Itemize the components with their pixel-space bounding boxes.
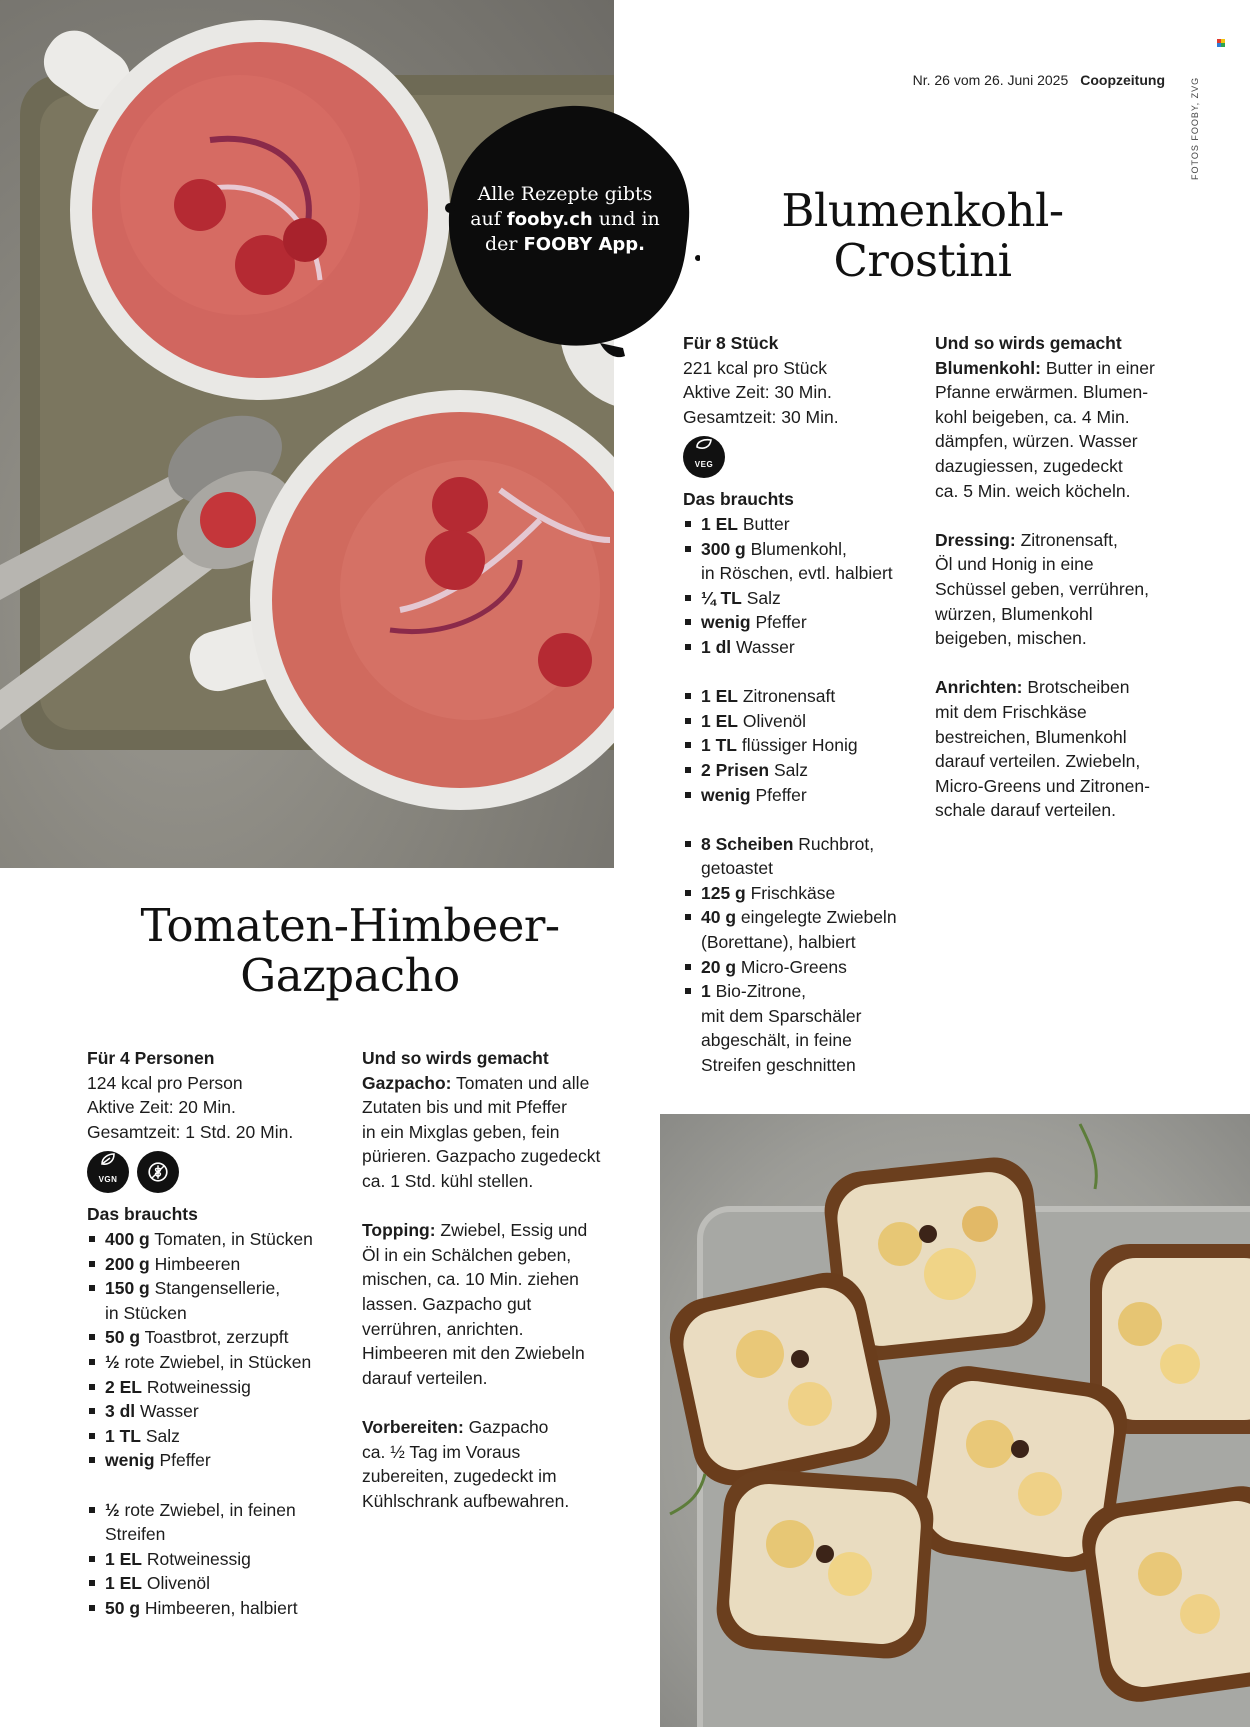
ingredient-amount: wenig	[701, 784, 751, 805]
ingredient-amount: wenig	[701, 612, 751, 633]
method-step-line: verrühren, anrichten.	[362, 1318, 524, 1339]
ingredient-item	[683, 955, 923, 980]
ingredient-text: getoastet	[701, 858, 773, 879]
ingredient-text: Frischkäse	[745, 882, 836, 903]
ingredient-item	[87, 1399, 327, 1424]
promo-app-name: FOOBY App.	[523, 234, 645, 255]
ingredient-item	[87, 1325, 327, 1350]
method-step-line: Blumenkohl: Butter in einer	[935, 357, 1155, 378]
ingredient-amount: 1 EL	[701, 513, 738, 534]
ingredient-text: Rotweinessig	[141, 1548, 251, 1569]
ingredient-list-dressing	[683, 684, 923, 807]
method-step-label: Gazpacho:	[362, 1072, 452, 1093]
ingredient-text: Streifen geschnitten	[701, 1055, 856, 1076]
color-registration-mark	[1217, 34, 1225, 42]
ingredient-continuation	[683, 930, 923, 955]
promo-link-fooby[interactable]: fooby.ch	[506, 209, 593, 230]
ingredient-continuation	[87, 1522, 327, 1547]
ingredient-text: Pfeffer	[750, 612, 807, 633]
ingredient-amount: ½	[105, 1499, 120, 1520]
ingredient-amount: 200 g	[105, 1253, 150, 1274]
ingredient-text: Tomaten, in Stücken	[149, 1228, 313, 1249]
ingredient-text: Himbeeren, halbiert	[140, 1597, 298, 1618]
crostini-photo	[660, 1114, 1250, 1727]
ingredient-text: abgeschält, in feine	[701, 1030, 852, 1051]
method-steps	[935, 356, 1175, 823]
ingredient-text: Streifen	[105, 1524, 166, 1545]
issue-date: Nr. 26 vom 26. Juni 2025	[912, 72, 1069, 88]
issue-line	[860, 72, 1165, 88]
ingredient-text: Pfeffer	[154, 1450, 211, 1471]
ingredient-amount: 50 g	[105, 1327, 141, 1348]
ingredient-item	[87, 1596, 327, 1621]
ingredient-item	[683, 832, 923, 857]
ingredient-text: in Röschen, evtl. halbiert	[701, 563, 893, 584]
ingredient-text: Zitronensaft	[737, 686, 836, 707]
method-step-label: Dressing:	[935, 529, 1016, 550]
ingredient-item	[683, 905, 923, 930]
active-time: Aktive Zeit: 30 Min.	[683, 382, 832, 403]
ingredient-amount: 300 g	[701, 538, 746, 559]
ingredient-amount: 150 g	[105, 1278, 150, 1299]
ingredient-text: flüssiger Honig	[736, 735, 858, 756]
crostini-illustration	[660, 1114, 1250, 1727]
ingredient-item	[683, 610, 923, 635]
method-step-label: Anrichten:	[935, 677, 1023, 698]
ingredient-item	[683, 758, 923, 783]
method-step-line: Himbeeren mit den Zwiebeln	[362, 1343, 585, 1364]
ingredient-item	[87, 1571, 327, 1596]
method-step-line: in ein Mixglas geben, fein	[362, 1121, 560, 1142]
ingredient-amount: wenig	[105, 1450, 155, 1471]
ingredient-item	[87, 1424, 327, 1449]
method-step-line: bestreichen, Blumenkohl	[935, 726, 1127, 747]
ingredients-heading: Das brauchts	[683, 489, 794, 510]
ingredient-item	[683, 709, 923, 734]
ingredient-list-serving	[683, 832, 923, 1078]
ingredient-item	[683, 783, 923, 808]
ingredient-amount: 1 EL	[701, 686, 738, 707]
ingredient-text: rote Zwiebel, in feinen	[119, 1499, 296, 1520]
ingredient-item	[683, 512, 923, 537]
method-step-line: pürieren. Gazpacho zugedeckt	[362, 1146, 601, 1167]
method-step-label: Topping:	[362, 1220, 436, 1241]
ingredient-item	[683, 979, 923, 1004]
ingredient-item	[683, 733, 923, 758]
ingredient-amount: 125 g	[701, 882, 746, 903]
ingredient-text: rote Zwiebel, in Stücken	[119, 1351, 312, 1372]
blumenkohl-info-column	[683, 331, 923, 1078]
ingredient-continuation	[87, 1301, 327, 1326]
method-steps	[362, 1071, 622, 1514]
method-step-line: Anrichten: Brotscheiben	[935, 677, 1130, 698]
gazpacho-info-column	[87, 1046, 327, 1620]
ingredient-amount: 8 Scheiben	[701, 833, 794, 854]
ingredient-item	[87, 1276, 327, 1301]
ingredient-text: (Borettane), halbiert	[701, 932, 856, 953]
ingredient-amount: ½	[105, 1351, 120, 1372]
ingredient-amount: ¼ TL	[701, 587, 742, 608]
method-step-line: ca. ½ Tag im Voraus	[362, 1441, 521, 1462]
ingredient-text: Pfeffer	[750, 784, 807, 805]
ingredient-amount: 1 EL	[105, 1573, 142, 1594]
ingredient-continuation	[683, 561, 923, 586]
method-step-line: Öl und Honig in eine	[935, 554, 1094, 575]
ingredient-amount: 2 Prisen	[701, 759, 770, 780]
ingredient-text: Himbeeren	[149, 1253, 241, 1274]
ingredient-text: Toastbrot, zerzupft	[140, 1327, 289, 1348]
ingredient-continuation	[683, 1028, 923, 1053]
method-step-line: Kühlschrank aufbewahren.	[362, 1490, 570, 1511]
ingredient-item	[683, 684, 923, 709]
servings: Für 8 Stück	[683, 333, 779, 353]
ingredient-text: Ruchbrot,	[793, 833, 875, 854]
photo-credit: FOTOS FOOBY, ZVG	[1190, 76, 1200, 180]
gluten-free-badge-icon	[137, 1151, 179, 1193]
ingredient-text: Butter	[737, 513, 790, 534]
ingredient-item	[87, 1547, 327, 1572]
ingredient-text: Stangensellerie,	[149, 1278, 281, 1299]
ingredient-amount: 2 EL	[105, 1376, 142, 1397]
ingredient-text: Bio-Zitrone,	[710, 981, 807, 1002]
kcal: 221 kcal pro Stück	[683, 357, 827, 378]
ingredient-amount: 1	[701, 981, 711, 1002]
ingredient-continuation	[683, 1004, 923, 1029]
ingredient-amount: 1 EL	[701, 710, 738, 731]
ingredient-item	[683, 881, 923, 906]
method-step-line: mischen, ca. 10 Min. ziehen	[362, 1269, 579, 1290]
ingredients-heading: Das brauchts	[87, 1204, 198, 1225]
promo-text	[470, 182, 660, 257]
method-step-line: Schüssel geben, verrühren,	[935, 578, 1150, 599]
ingredient-item	[683, 635, 923, 660]
promo-line-2: auf fooby.ch und in	[470, 208, 660, 230]
method-step-line: Zutaten bis und mit Pfeffer	[362, 1097, 567, 1118]
ingredient-amount: 1 dl	[701, 636, 732, 657]
ingredient-text: Wasser	[135, 1401, 199, 1422]
ingredient-text: Olivenöl	[141, 1573, 211, 1594]
ingredient-list-topping	[87, 1498, 327, 1621]
ingredient-text: eingelegte Zwiebeln	[736, 907, 897, 928]
method-step-line: würzen, Blumenkohl	[935, 603, 1093, 624]
method-step-line: schale darauf verteilen.	[935, 800, 1116, 821]
promo-line-1: Alle Rezepte gibts	[477, 183, 653, 205]
active-time: Aktive Zeit: 20 Min.	[87, 1097, 236, 1118]
method-step-line: Micro-Greens und Zitronen-	[935, 775, 1150, 796]
ingredient-text: Rotweinessig	[141, 1376, 251, 1397]
gazpacho-method-column	[362, 1046, 622, 1513]
method-step-line: mit dem Frischkäse	[935, 701, 1087, 722]
ingredient-amount: 1 TL	[105, 1425, 141, 1446]
method-step-label: Blumenkohl:	[935, 357, 1041, 378]
method-step-line: Pfanne erwärmen. Blumen-	[935, 382, 1149, 403]
diet-badges	[87, 1147, 327, 1197]
method-step-line: darauf verteilen. Zwiebeln,	[935, 751, 1141, 772]
method-step-line: Gazpacho: Tomaten und alle	[362, 1072, 590, 1093]
ingredient-item	[87, 1227, 327, 1252]
ingredient-amount: 1 EL	[105, 1548, 142, 1569]
servings: Für 4 Personen	[87, 1048, 215, 1068]
method-step-line: Öl in ein Schälchen geben,	[362, 1244, 572, 1265]
total-time: Gesamtzeit: 30 Min.	[683, 406, 839, 427]
ingredient-list	[683, 512, 923, 660]
method-step-line: beigeben, mischen.	[935, 628, 1087, 649]
ingredient-text: Salz	[140, 1425, 180, 1446]
recipe-title-blumenkohl: Blumenkohl- Crostini	[781, 184, 1064, 287]
ingredient-text: Blumenkohl,	[745, 538, 847, 559]
ingredient-text: Micro-Greens	[736, 956, 847, 977]
method-step-line: dämpfen, würzen. Wasser	[935, 431, 1138, 452]
ingredient-text: mit dem Sparschäler	[701, 1005, 862, 1026]
method-step-line: ca. 1 Std. kühl stellen.	[362, 1170, 534, 1191]
method-step-line: lassen. Gazpacho gut	[362, 1293, 532, 1314]
diet-badges	[683, 432, 923, 482]
vegan-badge-icon: VGN	[87, 1151, 129, 1193]
total-time: Gesamtzeit: 1 Std. 20 Min.	[87, 1121, 294, 1142]
recipe-title-gazpacho: Tomaten-Himbeer- Gazpacho	[140, 899, 560, 1002]
ingredient-continuation	[683, 856, 923, 881]
method-step-line: ca. 5 Min. weich köcheln.	[935, 480, 1131, 501]
ingredient-amount: 1 TL	[701, 735, 737, 756]
method-step-line: Topping: Zwiebel, Essig und	[362, 1220, 588, 1241]
promo-line-3: der FOOBY App.	[484, 233, 645, 255]
ingredient-text: Olivenöl	[737, 710, 807, 731]
method-heading: Und so wirds gemacht	[935, 333, 1122, 353]
ingredient-item	[87, 1448, 327, 1473]
ingredient-item	[683, 537, 923, 562]
method-step-line: darauf verteilen.	[362, 1367, 488, 1388]
ingredient-amount: 40 g	[701, 907, 737, 928]
ingredient-item	[87, 1350, 327, 1375]
ingredient-amount: 3 dl	[105, 1401, 136, 1422]
ingredient-item	[683, 586, 923, 611]
ingredient-amount: 400 g	[105, 1228, 150, 1249]
method-step-line: Vorbereiten: Gazpacho	[362, 1416, 549, 1437]
kcal: 124 kcal pro Person	[87, 1072, 243, 1093]
method-step-line: zubereiten, zugedeckt im	[362, 1466, 557, 1487]
method-step-line: dazugiessen, zugedeckt	[935, 455, 1123, 476]
ingredient-amount: 20 g	[701, 956, 737, 977]
ingredient-item	[87, 1375, 327, 1400]
ingredient-text: Wasser	[731, 636, 795, 657]
method-step-line: kohl beigeben, ca. 4 Min.	[935, 406, 1130, 427]
publication-name: Coopzeitung	[1080, 72, 1165, 88]
ingredient-text: Salz	[741, 587, 781, 608]
ingredient-list	[87, 1227, 327, 1473]
ingredient-continuation	[683, 1053, 923, 1078]
ingredient-text: in Stücken	[105, 1302, 187, 1323]
blumenkohl-method-column	[935, 331, 1175, 823]
ingredient-item	[87, 1498, 327, 1523]
ingredient-item	[87, 1252, 327, 1277]
method-heading: Und so wirds gemacht	[362, 1048, 549, 1068]
method-step-line: Dressing: Zitronensaft,	[935, 529, 1118, 550]
method-step-label: Vorbereiten:	[362, 1416, 464, 1437]
ingredient-amount: 50 g	[105, 1597, 141, 1618]
ingredient-text: Salz	[769, 759, 809, 780]
vegetarian-badge-icon: VEG	[683, 436, 725, 478]
